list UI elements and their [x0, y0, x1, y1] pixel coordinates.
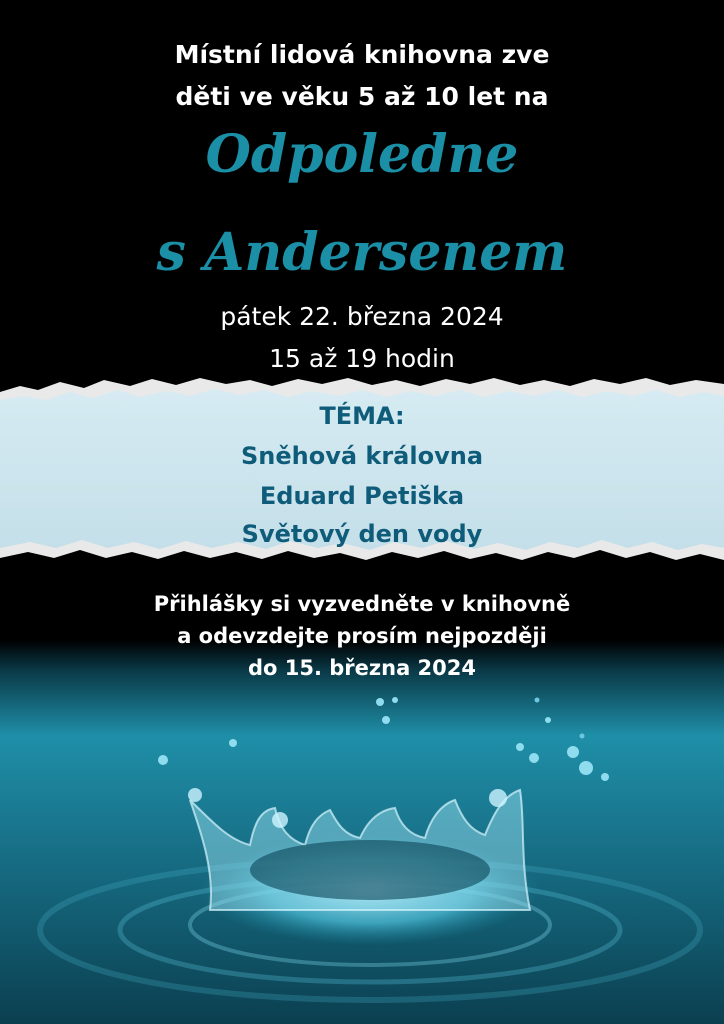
event-date: pátek 22. března 2024 — [220, 302, 504, 331]
event-time: 15 až 19 hodin — [269, 344, 455, 373]
event-title-line-2: s Andersenem — [156, 222, 568, 283]
invitation-line-2: děti ve věku 5 až 10 let na — [175, 82, 549, 111]
theme-item-1: Sněhová královna — [240, 442, 484, 470]
registration-info — [0, 588, 724, 684]
invitation-text — [0, 34, 724, 118]
event-title-line-1: Odpoledne — [205, 124, 519, 185]
event-datetime — [0, 296, 724, 380]
theme-item-2: Eduard Petiška — [259, 482, 465, 510]
water-splash-image — [0, 640, 724, 1024]
registration-line-3: do 15. března 2024 — [247, 656, 477, 680]
registration-line-2: a odevzdejte prosím nejpozději — [177, 624, 547, 648]
registration-line-1: Přihlášky si vyzvedněte v knihovně — [153, 592, 571, 616]
theme-item-3: Světový den vody — [241, 520, 483, 548]
theme-label: TÉMA: — [319, 402, 405, 430]
invitation-line-1: Místní lidová knihovna zve — [174, 40, 550, 69]
